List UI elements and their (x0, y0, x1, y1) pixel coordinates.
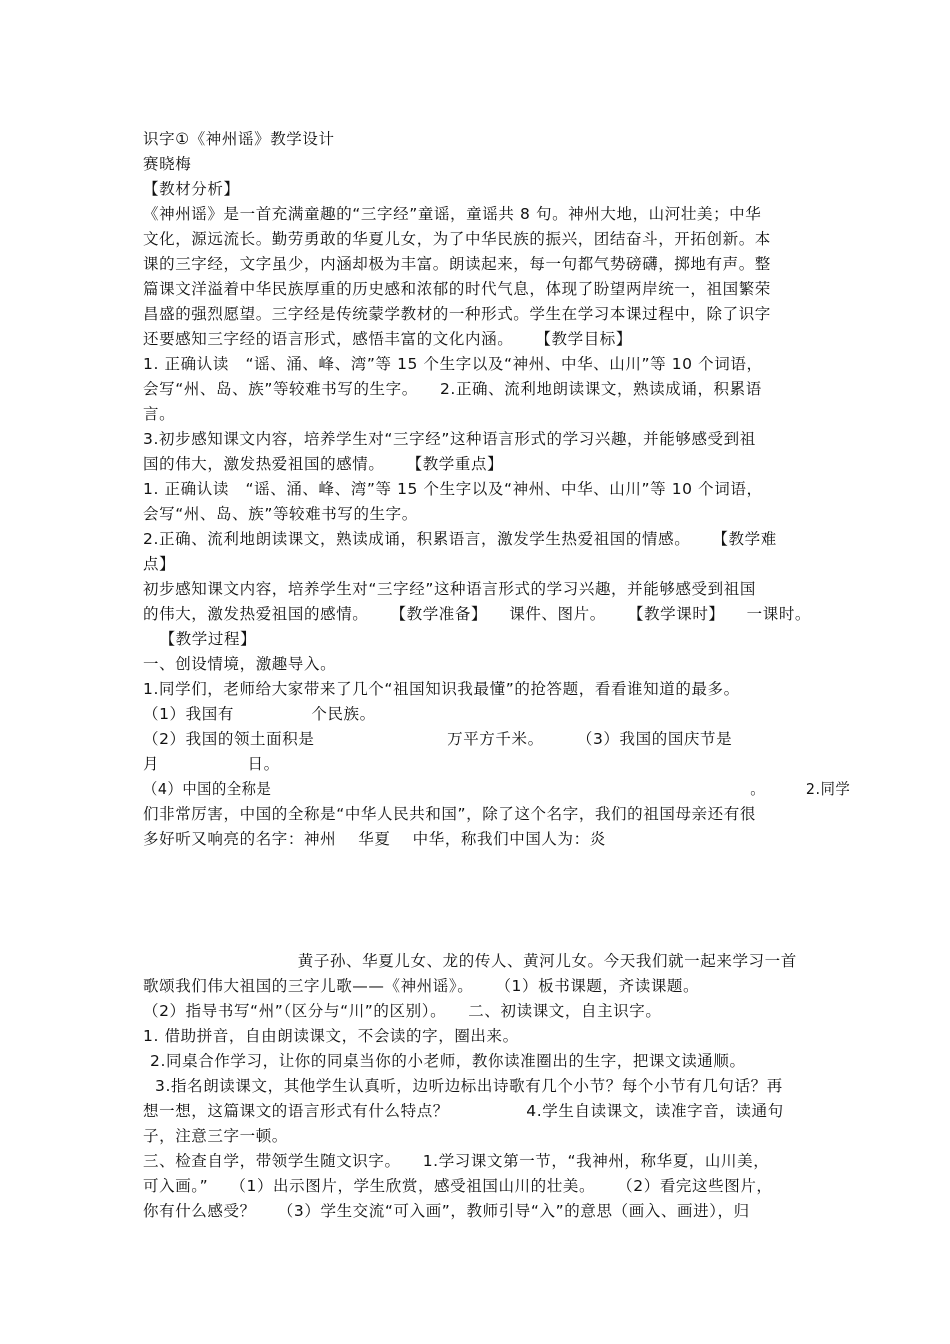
section-heading: 【教材分析】 (143, 180, 240, 198)
text-line: 《神州谣》是一首充满童趣的“三字经”童谣，童谣共 8 句。神州大地，山河壮美；中华 (143, 205, 762, 223)
text-line: 的伟大，激发热爱祖国的感情。 【教学准备】 课件、图片。 【教学课时】 一课时。 (143, 605, 812, 623)
text-line: 还要感知三字经的语言形式，感悟丰富的文化内涵。 【教学目标】 (143, 330, 633, 348)
text-line: 会写“州、岛、族”等较难书写的生字。 2.正确、流利地朗读课文，熟读成诵，积累语 (143, 380, 762, 398)
text-line: 点】 (143, 555, 176, 573)
text-line: 课的三字经，文字虽少，内涵却极为丰富。朗读起来，每一句都气势磅礴，掷地有声。整 (143, 255, 771, 273)
text-line: 三、检查自学，带领学生随文识字。 1.学习课文第一节，“我神州，称华夏，山川美， (143, 1152, 770, 1170)
text-line: 文化，源远流长。勤劳勇敢的华夏儿女，为了中华民族的振兴，团结奋斗，开拓创新。本 (143, 230, 771, 248)
text-line: 昌盛的强烈愿望。三字经是传统蒙学教材的一种形式。学生在学习本课过程中，除了识字 (143, 305, 771, 323)
text-line: 1.同学们，老师给大家带来了几个“祖国知识我最懂”的抢答题，看看谁知道的最多。 (143, 680, 740, 698)
text-line: 3.指名朗读课文，其他学生认真听，边听边标出诗歌有几个小节？每个小节有几句话？再 (155, 1077, 783, 1095)
text-line: 歌颂我们伟大祖国的三字儿歌——《神州谣》。 （1）板书课题，齐读课题。 (143, 977, 700, 995)
text-line: 【教学过程】 (143, 630, 257, 648)
text-line: 1. 正确认读 “谣、涌、峰、湾”等 15 个生字以及“神州、中华、山川”等 10 个词语， (143, 355, 763, 373)
text-line: 一、创设情境，激趣导入。 (143, 655, 337, 673)
text-line: 你有什么感受？ （3）学生交流“可入画”，教师引导“入”的意思（画入、画进），归 (143, 1202, 750, 1220)
text-line: 2.同桌合作学习，让你的同桌当你的小老师，教你读准圈出的生字，把课文读通顺。 (150, 1052, 746, 1070)
quiz-line: （2）我国的领土面积是 万平方千米。 （3）我国的国庆节是 (143, 730, 733, 748)
text-line: 国的伟大，激发热爱祖国的感情。 【教学重点】 (143, 455, 504, 473)
document-author: 赛晓梅 (143, 155, 192, 173)
text-line: 们非常厉害，中国的全称是“中华人民共和国”，除了这个名字，我们的祖国母亲还有很 (143, 805, 756, 823)
text-line: 2.正确、流利地朗读课文，熟读成诵，积累语言，激发学生热爱祖国的情感。 【教学难 (143, 530, 777, 548)
text-line: 想一想，这篇课文的语言形式有什么特点？ 4.学生自读课文，读准字音，读通句 (143, 1102, 784, 1120)
text-line: 会写“州、岛、族”等较难书写的生字。 (143, 505, 418, 523)
text-line: 3.初步感知课文内容，培养学生对“三字经”这种语言形式的学习兴趣，并能够感受到祖 (143, 430, 756, 448)
text-line: 1. 正确认读 “谣、涌、峰、湾”等 15 个生字以及“神州、中华、山川”等 10 个词语， (143, 480, 763, 498)
quiz-line: （4）中国的全称是 。 2.同学 (143, 780, 851, 798)
document-title: 识字①《神州谣》教学设计 (143, 130, 335, 148)
text-line: 子，注意三字一顿。 (143, 1127, 288, 1145)
text-line: 1. 借助拼音，自由朗读课文，不会读的字，圈出来。 (143, 1027, 519, 1045)
text-line: 言。 (143, 405, 176, 423)
text-line: （2）指导书写“州”（区分与“川”的区别）。 二、初读课文，自主识字。 (143, 1002, 662, 1020)
quiz-line: 月 日。 (143, 755, 280, 773)
text-line: 初步感知课文内容，培养学生对“三字经”这种语言形式的学习兴趣，并能够感受到祖国 (143, 580, 756, 598)
text-line: 黄子孙、华夏儿女、龙的传人、黄河儿女。今天我们就一起来学习一首 (143, 952, 797, 970)
text-line: 可入画。” （1）出示图片，学生欣赏，感受祖国山川的壮美。 （2）看完这些图片， (143, 1177, 773, 1195)
quiz-line: （1）我国有 个民族。 (143, 705, 376, 723)
text-line: 多好听又响亮的名字：神州 华夏 中华，称我们中国人为：炎 (143, 830, 606, 848)
text-line: 篇课文洋溢着中华民族厚重的历史感和浓郁的时代气息，体现了盼望两岸统一，祖国繁荣 (143, 280, 771, 298)
